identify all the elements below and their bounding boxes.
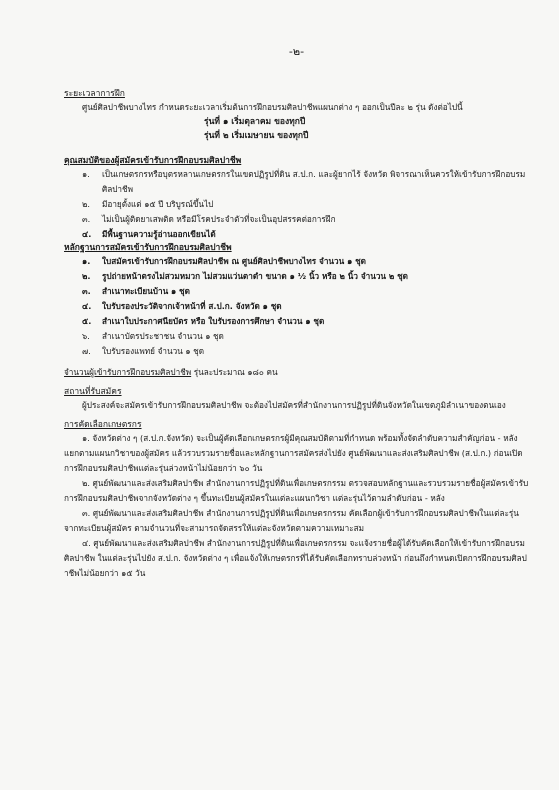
- period-heading: ระยะเวลาการฝึก: [64, 89, 125, 99]
- round-2: รุ่นที่ ๒ เริ่มเมษายน ของทุกปี: [204, 131, 309, 141]
- qualification-item: ๒. มีอายุตั้งแต่ ๑๕ ปี บริบูรณ์ขึ้นไป: [82, 199, 214, 209]
- document-item: ๖. สำเนาบัตรประชาชน จำนวน ๑ ชุด: [82, 331, 224, 341]
- document-item: ๑. ใบสมัครเข้ารับการฝึกอบรมศิลปาชีพ ณ ศูนย์ศิลปาชีพบางไทร จำนวน ๑ ชุด: [82, 256, 366, 266]
- qualification-item: ๔. มีพื้นฐานความรู้อ่านออกเขียนได้: [82, 229, 216, 239]
- selection-item: ๓. ศูนย์พัฒนาและส่งเสริมศิลปาชีพ สำนักงานการปฏิรูปที่ดินเพื่อเกษตรกรรม คัดเลือกผู้เข้ารับการฝึกอบรมศิลปาชีพในแต่ละรุ่นจากทะเบียนผู้สมัคร ตามจำนวนที่จะสามารถจัดสรรให้แต่ละจังหวัดตามความเหมาะสม: [64, 508, 519, 533]
- quota-heading: จำนวนผู้เข้ารับการฝึกอบรมศิลปาชีพ: [64, 367, 192, 377]
- round-1: รุ่นที่ ๑ เริ่มตุลาคม ของทุกปี: [204, 117, 306, 127]
- qualifications-heading: คุณสมบัติของผู้สมัครเข้ารับการฝึกอบรมศิลปาชีพ: [64, 156, 242, 166]
- qualification-item: ๑. เป็นเกษตรกรหรือบุตรหลานเกษตรกรในเขตปฏิรูปที่ดิน ส.ป.ก. และผู้ยากไร้ จังหวัด พิจารณาเห็นควรให้เข้ารับการฝึกอบรมศิลปาชีพ: [82, 169, 526, 194]
- place-text: ผู้ประสงค์จะสมัครเข้ารับการฝึกอบรมศิลปาชีพ จะต้องไปสมัครที่สำนักงานการปฏิรูปที่ดินจังหวัดในเขตภูมิลำเนาของตนเอง: [82, 400, 506, 410]
- selection-item: ๒. ศูนย์พัฒนาและส่งเสริมศิลปาชีพ สำนักงานการปฏิรูปที่ดินเพื่อเกษตรกรรม ตรวจสอบหลักฐานและรวบรวมรายชื่อผู้สมัครเข้ารับการฝึกอบรมศิลปาชีพจากจังหวัดต่าง ๆ ขึ้นทะเบียนผู้สมัครในแต่ละแผนกวิชา แต่ละรุ่นไว้ตามลำดับก่อน - หลัง: [64, 478, 529, 503]
- period-text: ศูนย์ศิลปาชีพบางไทร กำหนดระยะเวลาเริ่มต้นการฝึกอบรมศิลปาชีพแผนกต่าง ๆ ออกเป็นปีละ ๒ รุ่น ดังต่อไปนี้: [82, 102, 463, 112]
- document-item: ๗. ใบรับรองแพทย์ จำนวน ๑ ชุด: [82, 346, 205, 356]
- document-item: ๕. สำเนาใบประกาศนียบัตร หรือ ใบรับรองการศึกษา จำนวน ๑ ชุด: [82, 316, 325, 326]
- documents-heading: หลักฐานการสมัครเข้ารับการฝึกอบรมศิลปาชีพ: [64, 243, 232, 253]
- place-heading: สถานที่รับสมัคร: [64, 387, 122, 397]
- page-number: -๒-: [288, 45, 305, 58]
- selection-item: ๑. จังหวัดต่าง ๆ (ส.ป.ก.จังหวัด) จะเป็นผู้คัดเลือกเกษตรกรผู้มีคุณสมบัติตามที่กำหนด พร้อมทั้งจัดลำดับความสำคัญก่อน - หลัง แยกตามแผนกวิชาของผู้สมัคร แล้วรวบรวมรายชื่อและหลักฐานการสมัครส่งไปยัง ศูนย์พัฒนาและส่งเสริมศิลปาชีพ (ส.ป.ก.) ก่อนเปิดการฝึกอบรมศิลปาชีพแต่ละรุ่นล่วงหน้าไม่น้อยกว่า ๖๐ วัน: [64, 433, 523, 473]
- qualification-item: ๓. ไม่เป็นผู้ติดยาเสพติด หรือมีโรคประจำตัวที่จะเป็นอุปสรรคต่อการฝึก: [82, 214, 336, 224]
- document-item: ๔. ใบรับรองประวัติจากเจ้าหน้าที่ ส.ป.ก. จังหวัด ๑ ชุด: [82, 301, 282, 311]
- quota-text: รุ่นละประมาณ ๑๘๐ คน: [193, 367, 278, 377]
- document-item: ๓. สำเนาทะเบียนบ้าน ๑ ชุด: [82, 286, 190, 296]
- document-item: ๒. รูปถ่ายหน้าตรงไม่สวมหมวก ไม่สวมแว่นตาดำ ขนาด ๑ ½ นิ้ว หรือ ๒ นิ้ว จำนวน ๒ ชุด: [82, 271, 409, 281]
- quota-line: [64, 365, 529, 380]
- selection-item: ๔. ศูนย์พัฒนาและส่งเสริมศิลปาชีพ สำนักงานการปฏิรูปที่ดินเพื่อเกษตรกรรม จะแจ้งรายชื่อผู้ได้รับคัดเลือกให้เข้ารับการฝึกอบรมศิลปาชีพ ในแต่ละรุ่นไปยัง ส.ป.ก. จังหวัดต่าง ๆ เพื่อแจ้งให้เกษตรกรที่ได้รับคัดเลือกทราบล่วงหน้า ก่อนถึงกำหนดเปิดการฝึกอบรมศิลปาชีพไม่น้อยกว่า ๑๕ วัน: [64, 538, 527, 578]
- selection-heading: การคัดเลือกเกษตรกร: [64, 420, 142, 430]
